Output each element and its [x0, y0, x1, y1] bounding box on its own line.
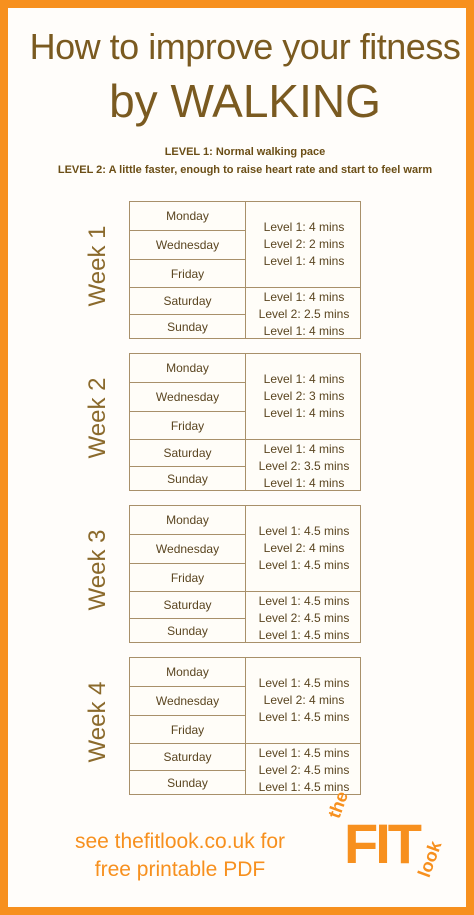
day-monday: Monday: [166, 361, 209, 375]
weekday-plan-line: Level 2: 2 mins: [263, 237, 345, 251]
day-monday: Monday: [166, 665, 209, 679]
weekend-plan-line: Level 1: 4 mins: [263, 290, 345, 304]
day-wednesday: Wednesday: [130, 230, 245, 259]
weekend-plan-line: Level 1: 4.5 mins: [258, 628, 350, 642]
weekend-plan-line: Level 1: 4.5 mins: [258, 746, 350, 760]
day-column: [130, 658, 246, 794]
weekend-plan-line: Level 1: 4 mins: [263, 476, 345, 490]
weekend-plan-line: Level 1: 4.5 mins: [258, 780, 350, 794]
day-sunday: Sunday: [130, 314, 245, 338]
week-1-label: Week 1: [84, 225, 111, 307]
week-2-label: Week 2: [84, 377, 111, 459]
day-saturday: Saturday: [130, 591, 245, 618]
day-column: [130, 202, 246, 338]
week-4-table: [129, 657, 361, 795]
week-4-label: Week 4: [84, 681, 111, 763]
weekend-plan-line: Level 1: 4 mins: [263, 324, 345, 338]
logo-look: look: [414, 838, 446, 880]
day-wednesday: Wednesday: [130, 534, 245, 563]
day-column: [130, 354, 246, 490]
weekday-plan-line: Level 1: 4 mins: [263, 372, 345, 386]
day-sunday: Sunday: [130, 466, 245, 490]
day-sunday: Sunday: [130, 618, 245, 642]
page-title: How to improve your fitness: [29, 26, 461, 67]
weekend-plan-line: Level 2: 3.5 mins: [258, 459, 350, 473]
day-wednesday: Wednesday: [130, 382, 245, 411]
weekday-plan-line: Level 2: 3 mins: [263, 389, 345, 403]
weekday-plan-line: Level 1: 4 mins: [263, 220, 345, 234]
week-3-table: [129, 505, 361, 643]
logo-fit: FIT: [344, 812, 419, 875]
weekday-plan-line: Level 2: 4 mins: [263, 541, 345, 555]
day-saturday: Saturday: [130, 439, 245, 466]
weekday-plan-line: Level 2: 4 mins: [263, 693, 345, 707]
day-monday: Monday: [166, 513, 209, 527]
divider: [246, 591, 360, 592]
day-wednesday: Wednesday: [130, 686, 245, 715]
divider: [246, 287, 360, 288]
week-3-label: Week 3: [84, 529, 111, 611]
weekend-plan-line: Level 1: 4.5 mins: [258, 594, 350, 608]
divider: [246, 439, 360, 440]
weekday-plan-line: Level 1: 4 mins: [263, 406, 345, 420]
footer-website-link[interactable]: see thefitlook.co.uk for: [74, 830, 286, 853]
day-saturday: Saturday: [130, 743, 245, 770]
level-2-description: LEVEL 2: A little faster, enough to raise heart rate and start to feel warm: [57, 164, 433, 176]
week-2-table: [129, 353, 361, 491]
day-friday: Friday: [130, 411, 245, 439]
week-1-table: [129, 201, 361, 339]
weekday-plan-line: Level 1: 4.5 mins: [258, 676, 350, 690]
weekday-plan-line: Level 1: 4.5 mins: [258, 558, 350, 572]
footer-pdf-note: free printable PDF: [94, 858, 266, 881]
day-saturday: Saturday: [130, 287, 245, 314]
day-friday: Friday: [130, 259, 245, 287]
weekend-plan-line: Level 2: 4.5 mins: [258, 611, 350, 625]
weekend-plan-line: Level 1: 4 mins: [263, 442, 345, 456]
divider: [246, 743, 360, 744]
page-subtitle: by WALKING: [109, 75, 381, 127]
level-1-description: LEVEL 1: Normal walking pace: [164, 146, 326, 158]
day-friday: Friday: [130, 715, 245, 743]
weekend-plan-line: Level 2: 4.5 mins: [258, 763, 350, 777]
day-friday: Friday: [130, 563, 245, 591]
day-sunday: Sunday: [130, 770, 245, 794]
day-column: [130, 506, 246, 642]
weekday-plan-line: Level 1: 4.5 mins: [258, 710, 350, 724]
logo-the: the: [324, 788, 353, 821]
weekday-plan-line: Level 1: 4 mins: [263, 254, 345, 268]
day-monday: Monday: [166, 209, 209, 223]
weekend-plan-line: Level 2: 2.5 mins: [258, 307, 350, 321]
weekday-plan-line: Level 1: 4.5 mins: [258, 524, 350, 538]
